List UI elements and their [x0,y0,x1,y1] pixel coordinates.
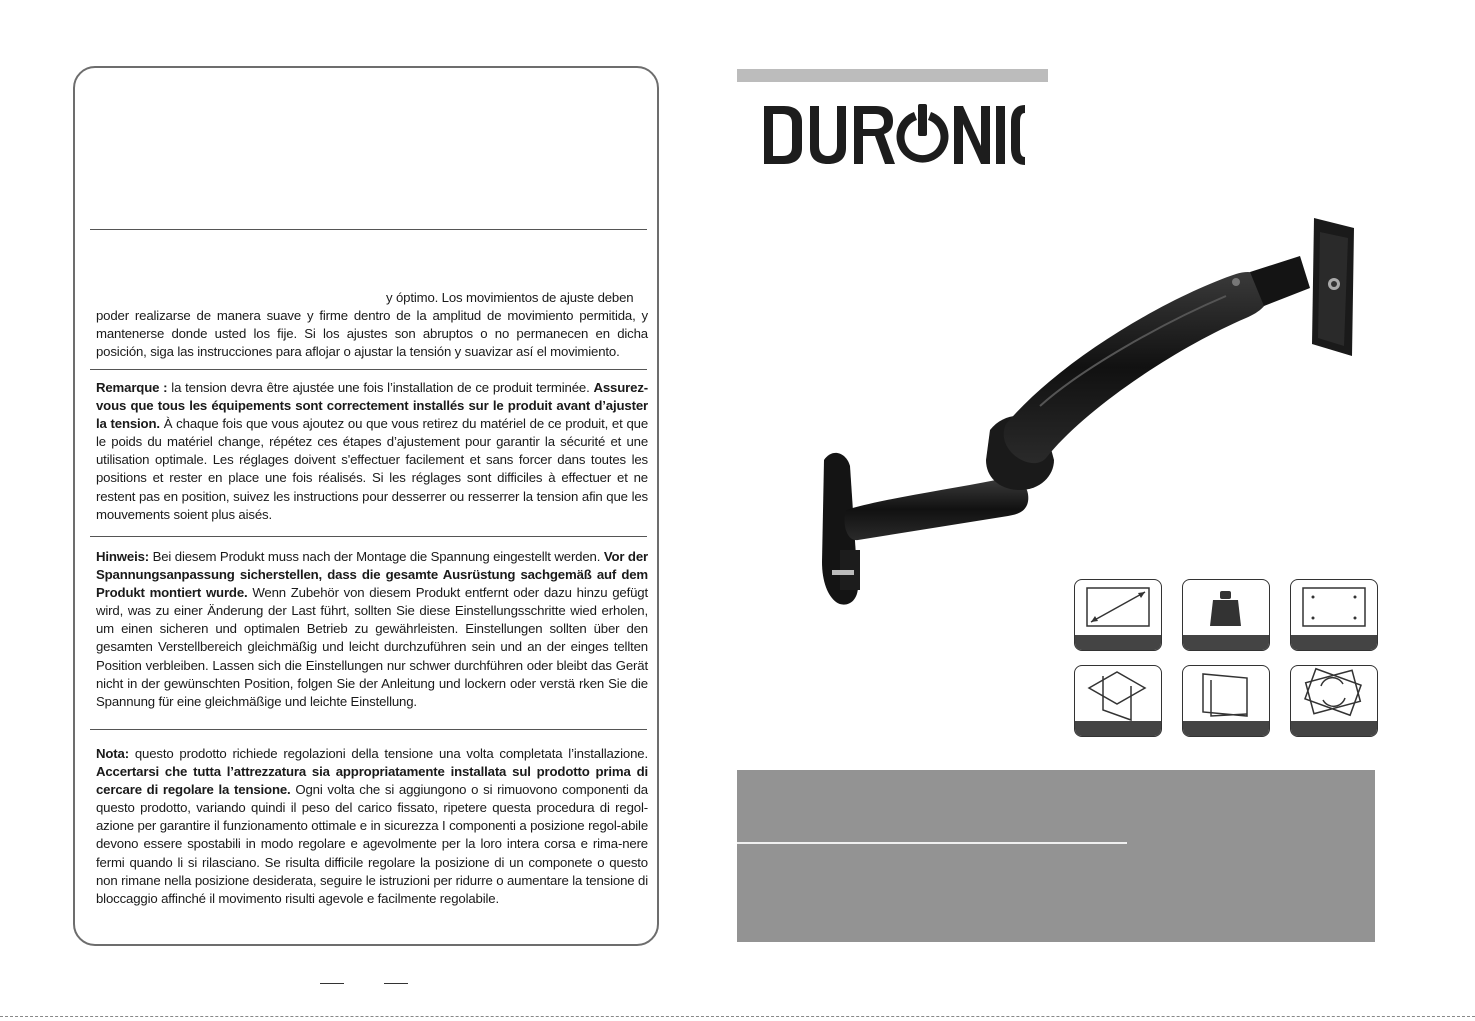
italian-note-label: Nota: [96,746,129,761]
crop-line [0,1016,1475,1017]
weight-icon [1182,579,1270,651]
rotate-icon [1290,665,1378,737]
page-mark [320,983,344,984]
tilt-icon [1074,665,1162,737]
spanish-note-first-line: y óptimo. Los movimientos de ajuste deben [386,290,634,305]
duronic-logo [760,102,1025,168]
divider [737,842,1127,844]
cover-info-panel [737,770,1375,942]
divider [90,729,647,730]
french-note-label: Remarque : [96,380,168,395]
spanish-note: poder realizarse de manera suave y firme dentro de la amplitud de movimiento permitida, y mantenerse donde usted los fije. Si los ajustes son abruptos o no permanecen en dicha posición, siga las instrucciones para aflojar o ajustar la tensión y suavizar así el movimiento. [96,308,648,360]
italian-note: Nota: questo prodotto richiede regolazioni della tensione una volta completata l’installazione. Accertarsi che tutta l’attrezzatura sia appropriatamente installata sul prodotto prima di cercare di regolare la tensione. Ogni volta che si aggiungono o si rimuovono componenti da questo prodotto, variando quindi il peso del carico fissato, ripetere questa procedura di regol-azione per garantire il funzionamento ottimale e in sicurezza I componenti a posizione regol-abile devono essere spostabili in modo regolare e agevolmente per la loro intera corsa e rima-nere fermi quando li si rilasciano. Se risulta difficile regolare la posizione di un componete o questo non rimane nella posizione desiderata, seguire le istruzioni per ridurre o aumentare la tensione di bloccaggio affinché il movimento risulti agevole e facilmente regolabile. [96,746,648,906]
german-note-label: Hinweis: [96,549,150,564]
divider [90,536,647,537]
swivel-icon [1182,665,1270,737]
monitor-arm-image [810,210,1370,605]
french-note: Remarque : la tension devra être ajustée une fois l’installation de ce produit terminée. Assurez-vous que tous les équipements sont correctement installés sur le produit avant d’ajuster la tension. À chaque fois que vous ajoutez ou que vous retirez du matériel de ce produit, et que le poids du matériel change, répétez ces étapes d’ajustement pour garantir la sécurité et une utilisation optimale. Les réglages doivent s'effectuer facilement et sans forcer dans toutes les positions et rester en place une fois réalisés. Si les réglages sont difficiles à effectuer et ne restent pas en position, suivez les instructions pour desserrer ou resserrer la tension afin que les mouvements soient plus aisés. [96,380,648,522]
screen-size-icon [1074,579,1162,651]
header-bar [737,69,1048,82]
page-mark [384,983,408,984]
german-note: Hinweis: Bei diesem Produkt muss nach der Montage die Spannung eingestellt werden. Vor der Spannungsanpassung sicherstellen, dass die gesamte Ausrüstung sachgemäß auf dem Produkt montiert wurde. Wenn Zubehör von diesem Produkt entfernt oder dazu hinzu gefügt wird, was zu einer Änderung der Last führt, sollten Sie diese Einstellungsschritte wied erholen, um einen sicheren und optimalen Betrieb zu gewährleisten. Einstellungen sollten über den gesamten Verstellbereich gleichmäßig und leicht durchzuführen sein und an der einges tellten Position verbleiben. Lassen sich die Einstellungen nur schwer durchführen oder bleibt das Gerät nicht in der gewünschten Position, folgen Sie der Anleitung und lockern oder verstä rken Sie die Spannung für eine gleichmäßige und leichte Einstellung. [96,549,648,709]
vesa-icon [1290,579,1378,651]
divider [90,229,647,230]
divider [90,369,647,370]
arm-badge [832,570,854,575]
